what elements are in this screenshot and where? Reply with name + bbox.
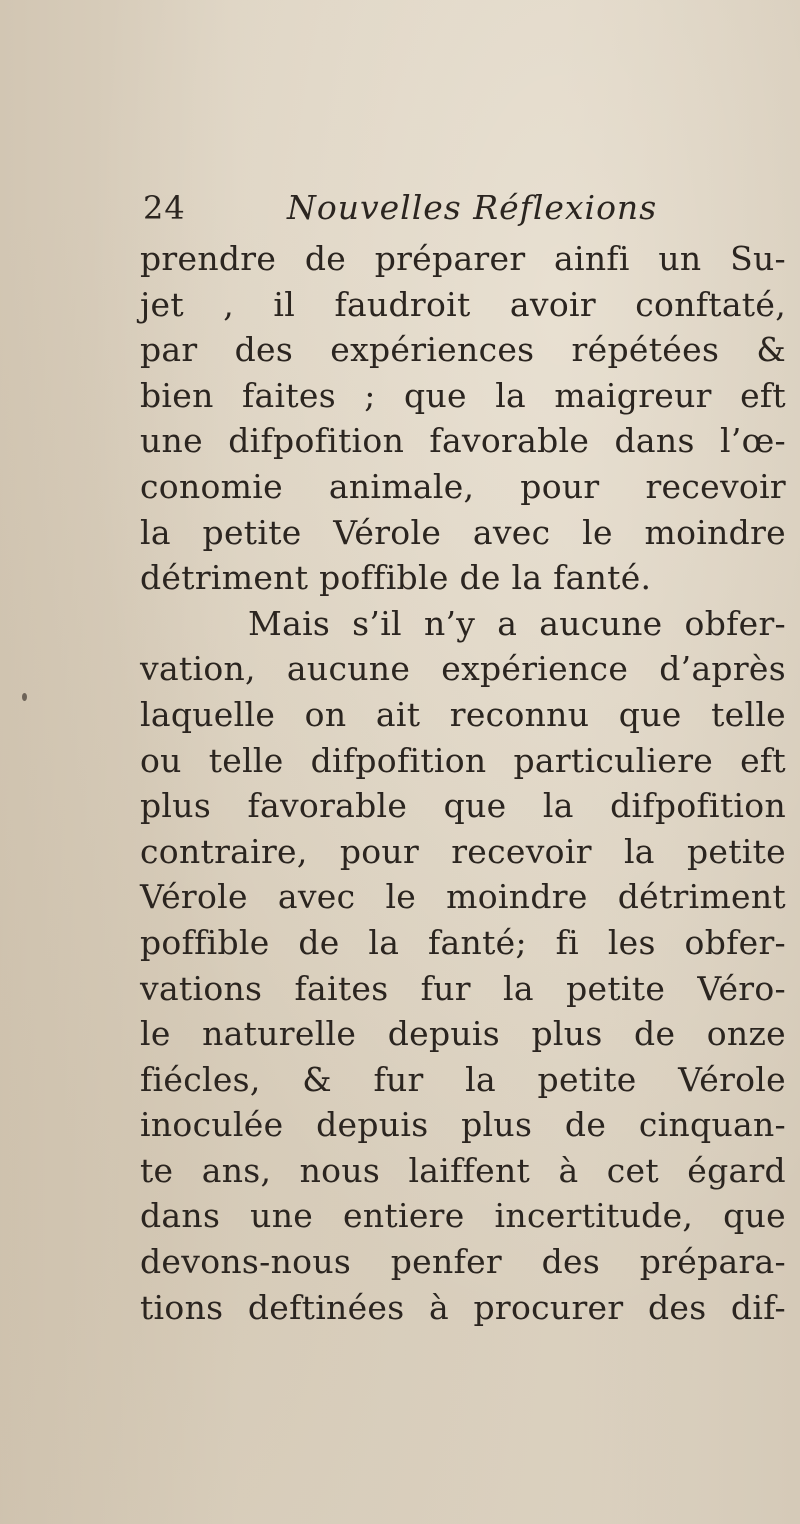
text-line: conomie animale, pour recevoir (140, 466, 786, 506)
text-line: tions deftinées à procurer des dif- (140, 1287, 786, 1327)
text-line: devons-nous penfer des prépara- (140, 1242, 786, 1282)
body-text (140, 236, 786, 1330)
margin-mark (22, 693, 27, 701)
text-line: vation, aucune expérience d’après (140, 649, 786, 689)
text-line: dans une entiere incertitude, que (140, 1196, 786, 1236)
text-line: prendre de préparer ainfi un Su- (140, 239, 786, 278)
text-line: détriment poffible de la fanté. (140, 558, 652, 598)
text-line: par des expériences répétées & (140, 330, 786, 370)
page-header (143, 183, 783, 233)
text-line: poffible de la fanté; fi les obfer- (140, 922, 786, 962)
text-line: ou telle difpofition particuliere eft (140, 740, 786, 780)
text-line: contraire, pour recevoir la petite (140, 831, 786, 871)
text-line: jet , il faudroit avoir conftaté, (140, 284, 786, 324)
text-line: Mais s’il n’y a aucune obfer- (248, 603, 786, 643)
text-line: bien faites ; que la maigreur eft (140, 375, 786, 415)
text-line: le naturelle depuis plus de onze (140, 1014, 786, 1054)
text-line: vations faites fur la petite Véro- (140, 968, 786, 1008)
text-line: fiécles, & fur la petite Vérole (140, 1059, 786, 1099)
text-line: la petite Vérole avec le moindre (140, 512, 786, 552)
running-title: Nouvelles Réflexions (287, 188, 658, 227)
text-line: inoculée depuis plus de cinquan- (140, 1105, 786, 1145)
text-line: plus favorable que la difpofition (140, 786, 786, 826)
text-line: te ans, nous laiffent à cet égard (140, 1150, 786, 1190)
page-number: 24 (143, 189, 186, 227)
text-line: laquelle on ait reconnu que telle (140, 694, 786, 734)
text-line: Vérole avec le moindre détriment (140, 877, 786, 917)
text-line: une difpofition favorable dans l’œ- (140, 421, 786, 461)
